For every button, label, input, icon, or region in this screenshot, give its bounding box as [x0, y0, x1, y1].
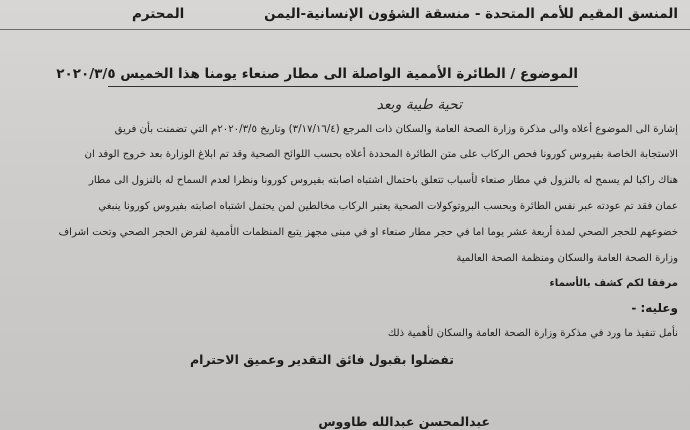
body-paragraph-line: وزارة الصحة العامة والسكان ومنظمة الصحة العالمية — [456, 253, 678, 264]
body-paragraph-line: عمان فقد تم عودته عبر نفس الطائرة وبحسب البروتوكولات الصحية يعتبر الركاب مخالطين لمن يحتمل اشتباه اصابته بفيروس كورونا ينبغي — [98, 201, 678, 212]
therefore-heading: وعليه: - — [631, 301, 678, 315]
greeting: تحية طيبة وبعد — [376, 97, 462, 113]
body-paragraph-line: هناك راكبا لم يسمح له بالنزول في مطار صنعاء لأسباب تتعلق باحتمال اشتباه اصابته بفيروس كورونا ونظرا لعدم السماح له بالنزول الى مطار — [88, 175, 678, 186]
closing-line: تفضلوا بقبول فائق التقدير وعميق الاحترام — [189, 352, 454, 367]
attachment-note: مرفقا لكم كشف بالأسماء — [549, 278, 678, 289]
signature-name: عبدالمحسن عبدالله طاووس — [318, 414, 490, 429]
body-paragraph-line: الاستجابة الخاصة بفيروس كورونا فحص الركاب على متن الطائرة المحددة أعلاه بحسب اللوائح الصحية وقد تم ابلاغ الوزارة بعد خروج الوفد ان — [84, 149, 678, 160]
header-divider — [0, 29, 690, 30]
subject-line: الموضوع / الطائرة الأممية الواصلة الى مطار صنعاء يومنا هذا الخميس ٢٠٢٠/٣/٥ — [56, 66, 578, 82]
request-line: نأمل تنفيذ ما ورد في مذكرة وزارة الصحة العامة والسكان لأهمية ذلك — [387, 328, 678, 339]
addressee: المنسق المقيم للأمم المتحدة - منسقة الشؤون الإنسانية-اليمن — [264, 6, 678, 22]
body-paragraph-line: خضوعهم للحجر الصحي لمدة أربعة عشر يوما اما في حجر مطار صنعاء او في مبنى مجهز يتبع المنظمات الأممية لفرض الحجر الصحي وتحت اشراف — [58, 227, 678, 238]
body-paragraph-line: إشارة الى الموضوع أعلاه والى مذكرة وزارة الصحة العامة والسكان ذات المرجع (٣/١٧/١٦/٤) وتاريخ ٢٠٢٠/٣/٥م التي تضمنت بأن فريق — [114, 124, 678, 135]
honorific: المحترم — [132, 6, 185, 22]
subject-underline — [108, 86, 578, 87]
